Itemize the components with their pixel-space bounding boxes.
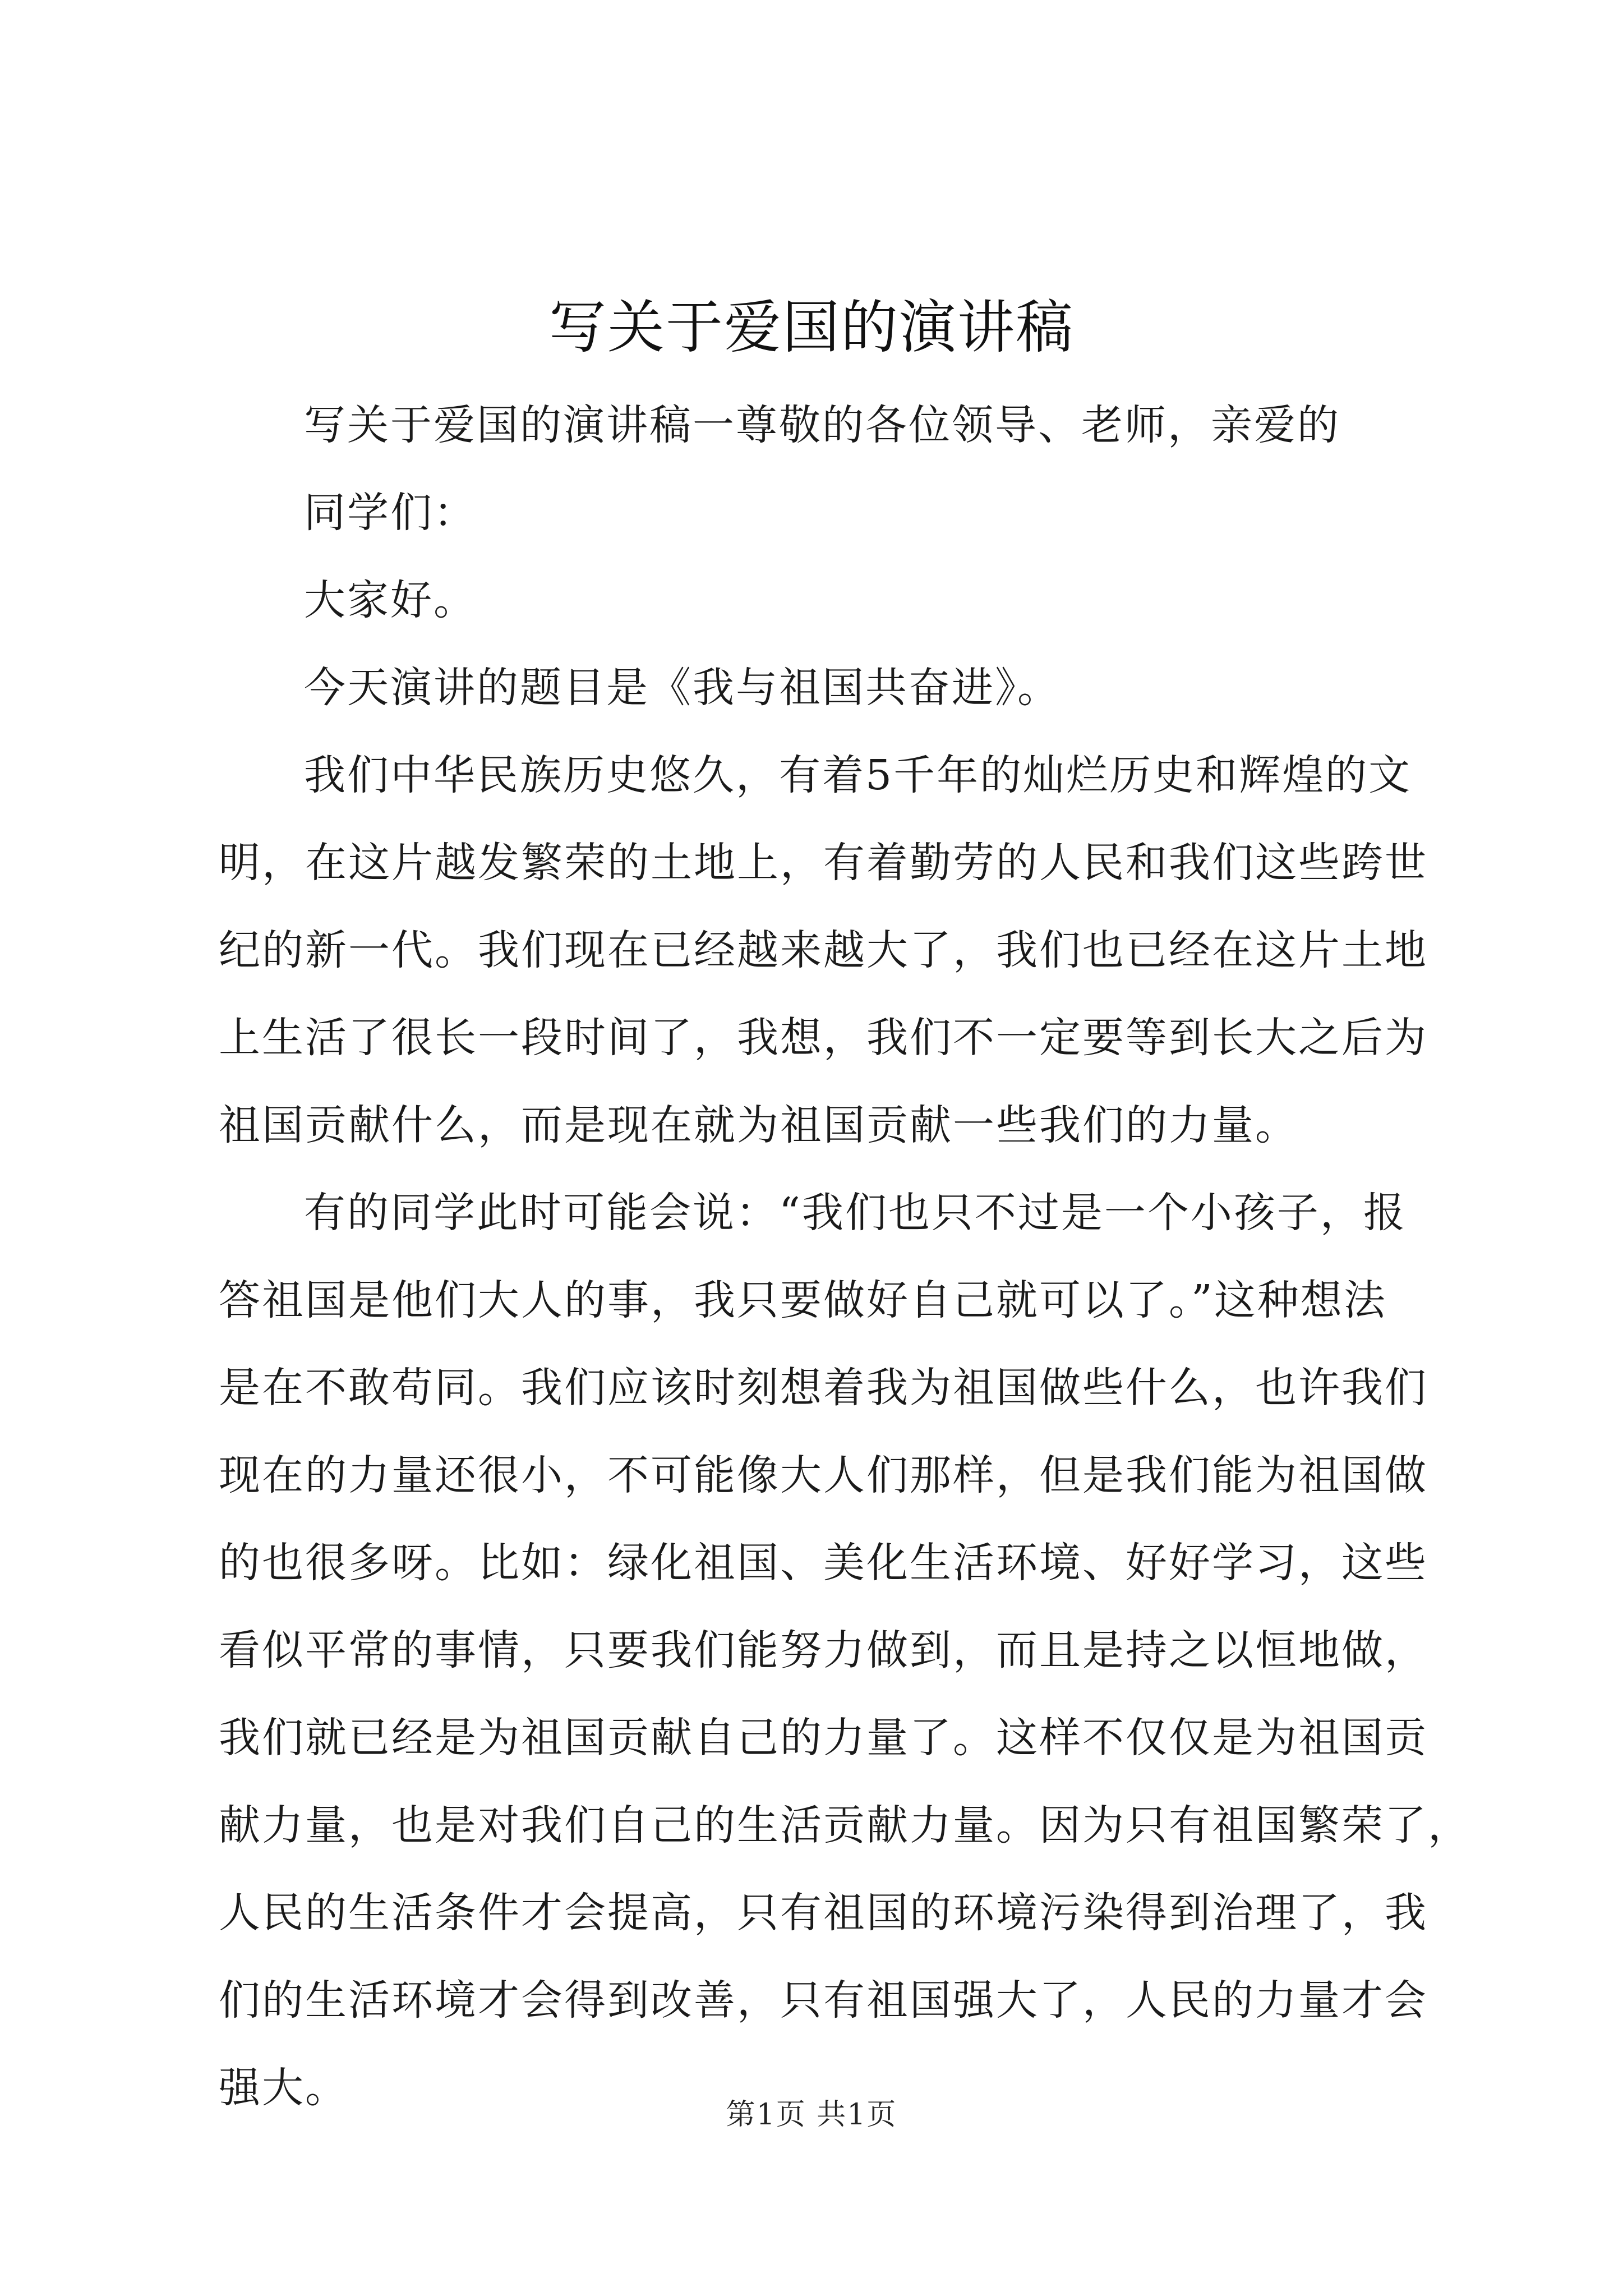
text-line: 看似平常的事情，只要我们能努力做到，而且是持之以恒地做， [219, 1626, 1428, 1674]
text-line: 有的同学此时可能会说：“我们也只不过是一个小孩子，报 [304, 1189, 1407, 1237]
document-title: 写关于爱国的演讲稿 [549, 295, 1074, 361]
text-line: 今天演讲的题目是《我与祖国共奋进》。 [304, 664, 1061, 712]
text-line: 明，在这片越发繁荣的土地上，有着勤劳的人民和我们这些跨世 [219, 839, 1428, 887]
text-line: 们的生活环境才会得到改善，只有祖国强大了，人民的力量才会 [219, 1976, 1428, 2024]
text-line: 强大。 [219, 2064, 348, 2112]
text-line: 的也很多呀。比如：绿化祖国、美化生活环境、好好学习，这些 [219, 1539, 1428, 1587]
text-line: 人民的生活条件才会提高，只有祖国的环境污染得到治理了，我 [219, 1889, 1428, 1937]
text-line: 纪的新一代。我们现在已经越来越大了，我们也已经在这片土地 [219, 926, 1428, 974]
text-line: 我们中华民族历史悠久，有着5千年的灿烂历史和辉煌的文 [304, 751, 1412, 799]
text-line: 献力量，也是对我们自己的生活贡献力量。因为只有祖国繁荣了， [219, 1801, 1471, 1849]
text-line: 祖国贡献什么，而是现在就为祖国贡献一些我们的力量。 [219, 1101, 1298, 1149]
text-line: 同学们： [304, 489, 477, 537]
text-line: 写关于爱国的演讲稿一尊敬的各位领导、老师，亲爱的 [304, 401, 1340, 449]
text-line: 答祖国是他们大人的事，我只要做好自己就可以了。”这种想法 [219, 1276, 1387, 1324]
text-line: 上生活了很长一段时间了，我想，我们不一定要等到长大之后为 [219, 1014, 1428, 1062]
text-line: 我们就已经是为祖国贡献自己的力量了。这样不仅仅是为祖国贡 [219, 1714, 1428, 1762]
text-line: 现在的力量还很小，不可能像大人们那样，但是我们能为祖国做 [219, 1451, 1428, 1499]
text-line: 是在不敢苟同。我们应该时刻想着我为祖国做些什么，也许我们 [219, 1364, 1428, 1412]
document-body [219, 381, 1471, 2132]
text-line: 大家好。 [304, 576, 477, 624]
page-footer: 第1页 共1页 [726, 2098, 897, 2132]
